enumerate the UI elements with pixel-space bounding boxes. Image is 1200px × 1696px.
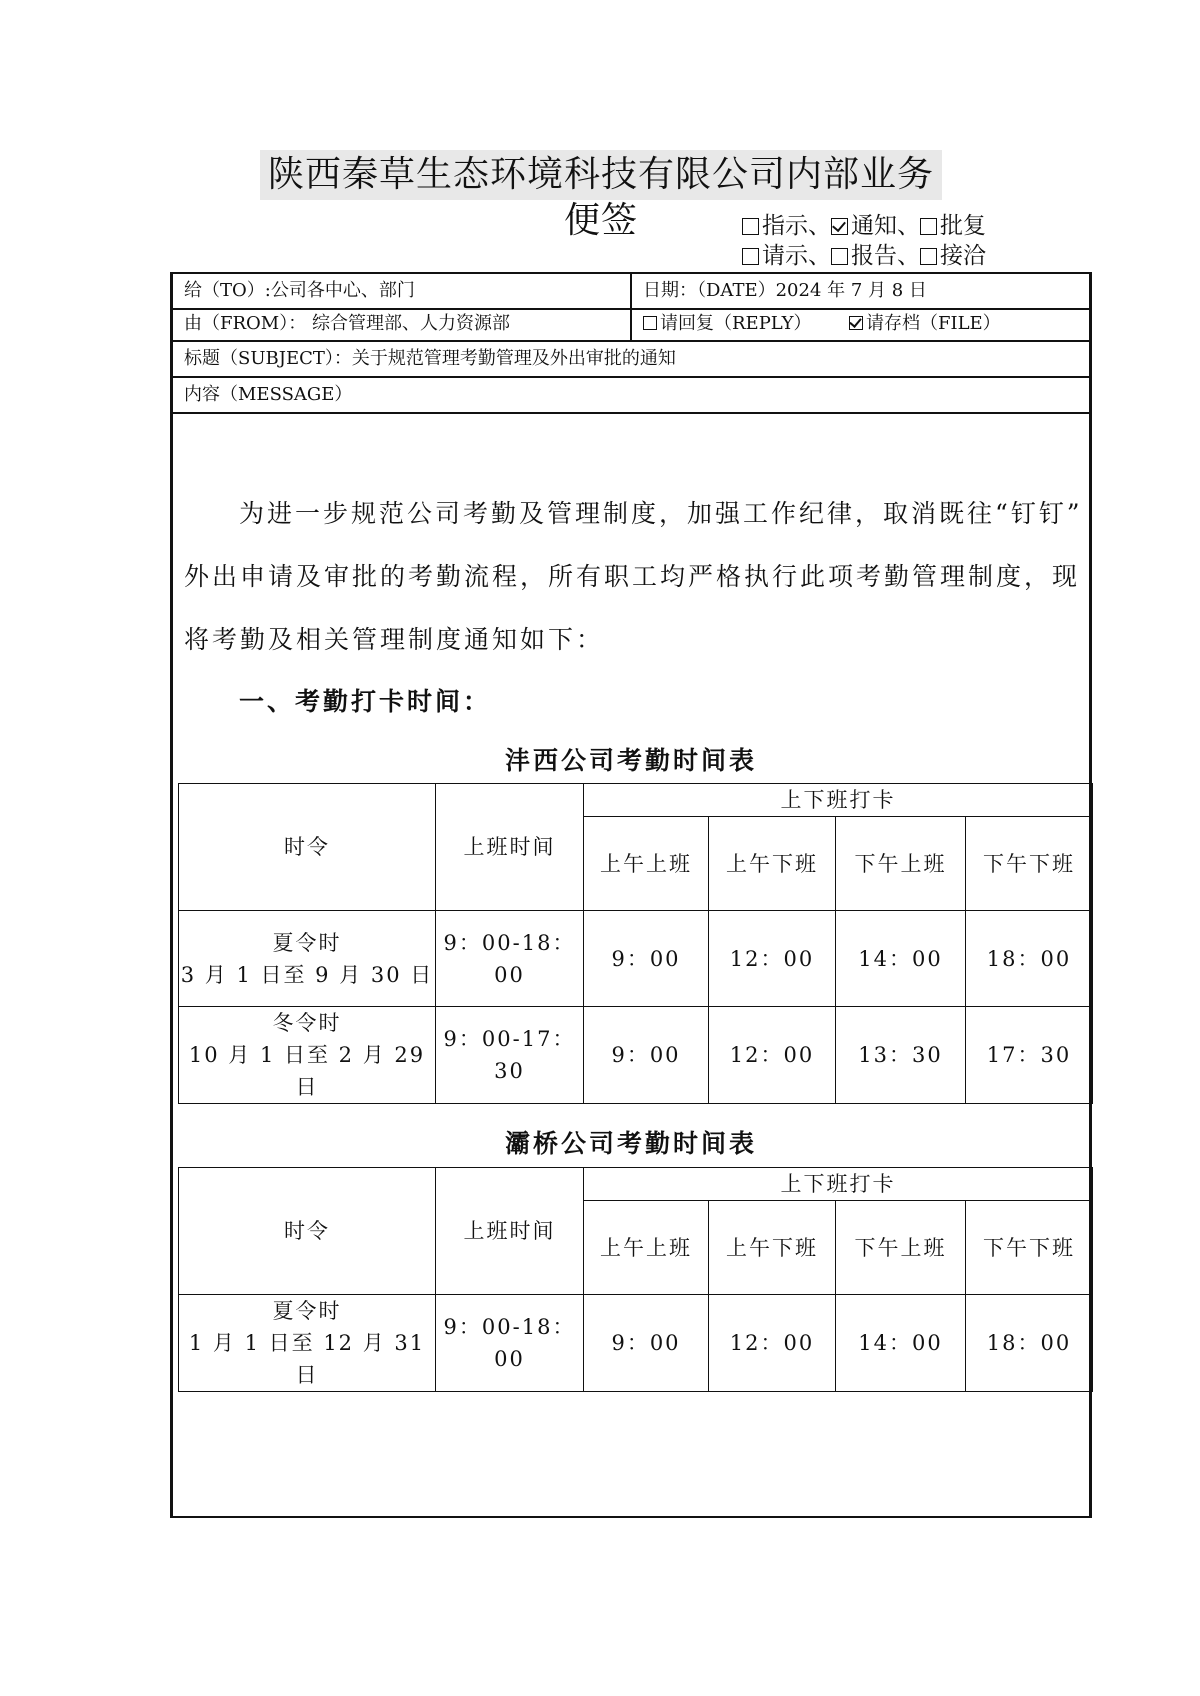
table-row <box>179 1007 1093 1104</box>
schedule-table-baqiao <box>178 1167 1093 1392</box>
subject-field: 标题（SUBJECT）：关于规范管理考勤管理及外出审批的通知 <box>184 348 676 369</box>
type-option-checkbox[interactable] <box>831 248 848 265</box>
reply-file-options <box>643 313 1001 335</box>
memo-frame <box>170 272 1092 1518</box>
message-label: 内容（MESSAGE） <box>184 384 353 405</box>
type-option-checkbox[interactable] <box>920 248 937 265</box>
hours-cell: 9：00-18：00 <box>436 1295 584 1392</box>
type-option-label: 接洽 <box>940 243 986 269</box>
body-paragraph-line-2: 外出申请及审批的考勤流程，所有职工均严格执行此项考勤管理制度，现 <box>184 562 1081 591</box>
punch-cell: 9：00 <box>584 1295 709 1392</box>
col-header-punch: 上下班打卡 <box>584 1168 1093 1201</box>
type-option-label: 通知 <box>851 213 897 239</box>
sub-col-header: 上午上班 <box>584 817 709 911</box>
body-paragraph-line-1: 为进一步规范公司考勤及管理制度，加强工作纪律，取消既往“钉钉” <box>239 499 1083 528</box>
punch-cell: 18：00 <box>966 1295 1093 1392</box>
type-option-label: 报告 <box>851 243 897 269</box>
separator: 、 <box>808 243 831 269</box>
col-header-season: 时令 <box>179 1168 436 1295</box>
schedule-table-fengxi <box>178 783 1093 1104</box>
punch-cell: 13：30 <box>836 1007 966 1104</box>
sub-col-header: 上午下班 <box>709 817 836 911</box>
sub-col-header: 上午上班 <box>584 1201 709 1295</box>
table-row <box>179 1295 1093 1392</box>
punch-cell: 14：00 <box>836 911 966 1007</box>
to-field: 给（TO）:公司各中心、部门 <box>184 280 415 301</box>
table-row <box>179 911 1093 1007</box>
sub-col-header: 下午上班 <box>836 817 966 911</box>
sub-col-header: 上午下班 <box>709 1201 836 1295</box>
type-options-row-2 <box>742 242 986 270</box>
divider <box>173 340 1089 342</box>
section-heading: 一、考勤打卡时间： <box>239 687 492 716</box>
separator: 、 <box>897 213 920 239</box>
divider <box>173 376 1089 378</box>
hours-cell: 9：00-17：30 <box>436 1007 584 1104</box>
type-option-label: 指示 <box>762 213 808 239</box>
punch-cell: 12：00 <box>709 1007 836 1104</box>
hours-cell: 9：00-18：00 <box>436 911 584 1007</box>
type-option-label: 批复 <box>940 213 986 239</box>
divider <box>630 274 632 340</box>
punch-cell: 9：00 <box>584 1007 709 1104</box>
season-cell: 夏令时 1 月 1 日至 12 月 31 日 <box>179 1295 436 1392</box>
col-header-season: 时令 <box>179 784 436 911</box>
table-title-fengxi: 沣西公司考勤时间表 <box>504 746 757 775</box>
col-header-hours: 上班时间 <box>436 1168 584 1295</box>
document-title: 陕西秦草生态环境科技有限公司内部业务便签 <box>267 154 934 241</box>
separator: 、 <box>808 213 831 239</box>
type-option-checkbox[interactable] <box>742 248 759 265</box>
date-field: 日期：（DATE）2024 年 7 月 8 日 <box>643 280 927 301</box>
punch-cell: 14：00 <box>836 1295 966 1392</box>
from-field: 由（FROM）： 综合管理部、人力资源部 <box>184 313 510 334</box>
type-options-row-1 <box>742 212 986 240</box>
punch-cell: 12：00 <box>709 1295 836 1392</box>
file-checkbox[interactable] <box>849 316 863 330</box>
punch-cell: 12：00 <box>709 911 836 1007</box>
col-header-hours: 上班时间 <box>436 784 584 911</box>
type-option-label: 请示 <box>762 243 808 269</box>
sub-col-header: 下午下班 <box>966 1201 1093 1295</box>
reply-checkbox[interactable] <box>643 316 657 330</box>
type-option-checkbox[interactable] <box>831 218 848 235</box>
punch-cell: 9：00 <box>584 911 709 1007</box>
file-label: 请存档（FILE） <box>865 313 1001 334</box>
season-cell: 夏令时 3 月 1 日至 9 月 30 日 <box>179 911 436 1007</box>
reply-label: 请回复（REPLY） <box>660 313 812 334</box>
table-title-baqiao: 灞桥公司考勤时间表 <box>504 1129 757 1158</box>
sub-col-header: 下午上班 <box>836 1201 966 1295</box>
body-paragraph-line-3: 将考勤及相关管理制度通知如下： <box>184 625 605 654</box>
punch-cell: 18：00 <box>966 911 1093 1007</box>
type-option-checkbox[interactable] <box>742 218 759 235</box>
separator: 、 <box>897 243 920 269</box>
divider <box>173 412 1089 414</box>
season-cell: 冬令时 10 月 1 日至 2 月 29 日 <box>179 1007 436 1104</box>
sub-col-header: 下午下班 <box>966 817 1093 911</box>
col-header-punch: 上下班打卡 <box>584 784 1093 817</box>
punch-cell: 17：30 <box>966 1007 1093 1104</box>
type-option-checkbox[interactable] <box>920 218 937 235</box>
